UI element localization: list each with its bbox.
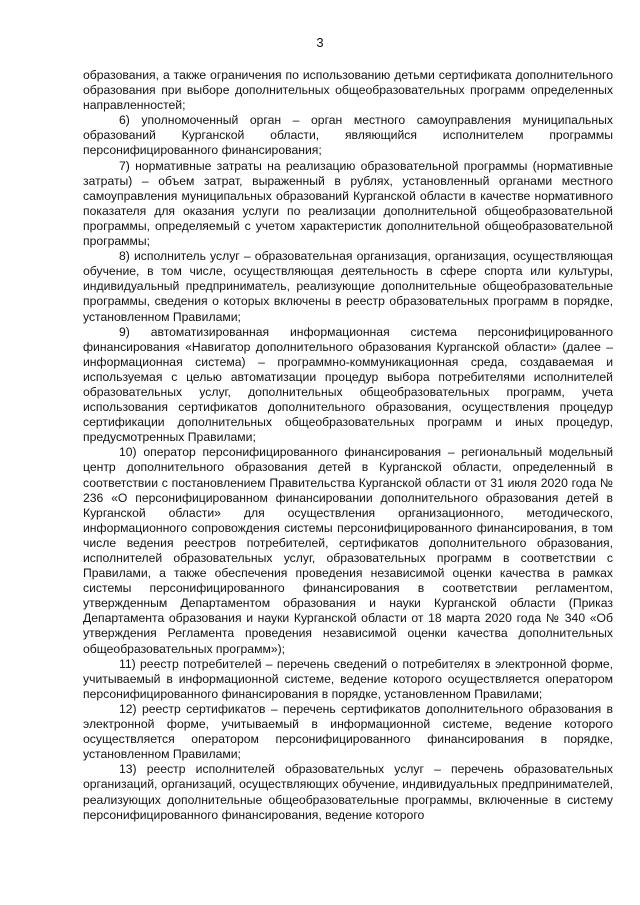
paragraph-item-13: 13) реестр исполнителей образовательных услуг – перечень образовательных организаций, организаций, осуществляющих обучение, индивидуальных предпринимателей, реализующих дополнительные общеобразовательные программы, включенные в систему персонифицированного финансирования, ведение которого	[83, 762, 613, 822]
paragraph-item-6: 6) уполномоченный орган – орган местного самоуправления муниципальных образований Курганской области, являющийся исполнителем программы персонифицированного финансирования;	[83, 113, 613, 158]
paragraph-item-11: 11) реестр потребителей – перечень сведений о потребителях в электронной форме, учитываемый в информационной системе, ведение которого осуществляется оператором персонифицированного финансирования в порядке, установленном Правилами;	[83, 656, 613, 701]
page-number: 3	[316, 35, 324, 50]
paragraph-item-7: 7) нормативные затраты на реализацию образовательной программы (нормативные затраты) – объем затрат, выраженный в рублях, установленный органами местного самоуправления муниципальных образований Курганской области в качестве нормативного показателя для оказания услуги по реализации дополнительной общеобразовательной программы, определяемый с учетом характеристик дополнительной общеобразовательной программы;	[83, 158, 613, 249]
document-body	[83, 68, 613, 823]
paragraph-continuation: образования, а также ограничения по использованию детьми сертификата дополнительного образования при выборе дополнительных общеобразовательных программ определенных направленностей;	[83, 68, 613, 113]
paragraph-item-10: 10) оператор персонифицированного финансирования – региональный модельный центр дополнительного образования детей в Курганской области, определенный в соответствии с постановлением Правительства Курганской области от 31 июля 2020 года № 236 «О персонифицированном финансировании дополнительного образования детей в Курганской области» для осуществления организационного, методического, информационного сопровождения системы персонифицированного финансирования, в том числе ведения реестров потребителей, сертификатов дополнительного образования, исполнителей образовательных услуг, образовательных программ в соответствии с Правилами, а также обеспечения проведения независимой оценки качества в рамках системы персонифицированного финансирования в соответствии регламентом, утвержденным Департаментом образования и науки Курганской области (Приказ Департамента образования и науки Курганской области от 18 марта 2020 года № 340 «Об утверждения Регламента проведения независимой оценки качества дополнительных общеобразовательных программ»);	[83, 445, 613, 656]
paragraph-item-12: 12) реестр сертификатов – перечень сертификатов дополнительного образования в электронной форме, учитываемый в информационной системе, ведение которого осуществляется оператором персонифицированного финансирования в порядке, установленном Правилами;	[83, 701, 613, 762]
paragraph-item-9: 9) автоматизированная информационная система персонифицированного финансирования «Навигатор дополнительного образования Курганской области» (далее – информационная система) – программно-коммуникационная среда, создаваемая и используемая с целью автоматизации процедур выбора потребителями исполнителей образовательных услуг, дополнительных общеобразовательных программ, учета использования сертификатов дополнительного образования, осуществления процедур сертификации дополнительных общеобразовательных программ и иных процедур, предусмотренных Правилами;	[83, 324, 613, 445]
paragraph-item-8: 8) исполнитель услуг – образовательная организация, организация, осуществляющая обучение, в том числе, осуществляющая деятельность в сфере спорта или культуры, индивидуальный предприниматель, реализующие дополнительные общеобразовательные программы, сведения о которых включены в реестр образовательных программ в порядке, установленном Правилами;	[83, 249, 613, 324]
